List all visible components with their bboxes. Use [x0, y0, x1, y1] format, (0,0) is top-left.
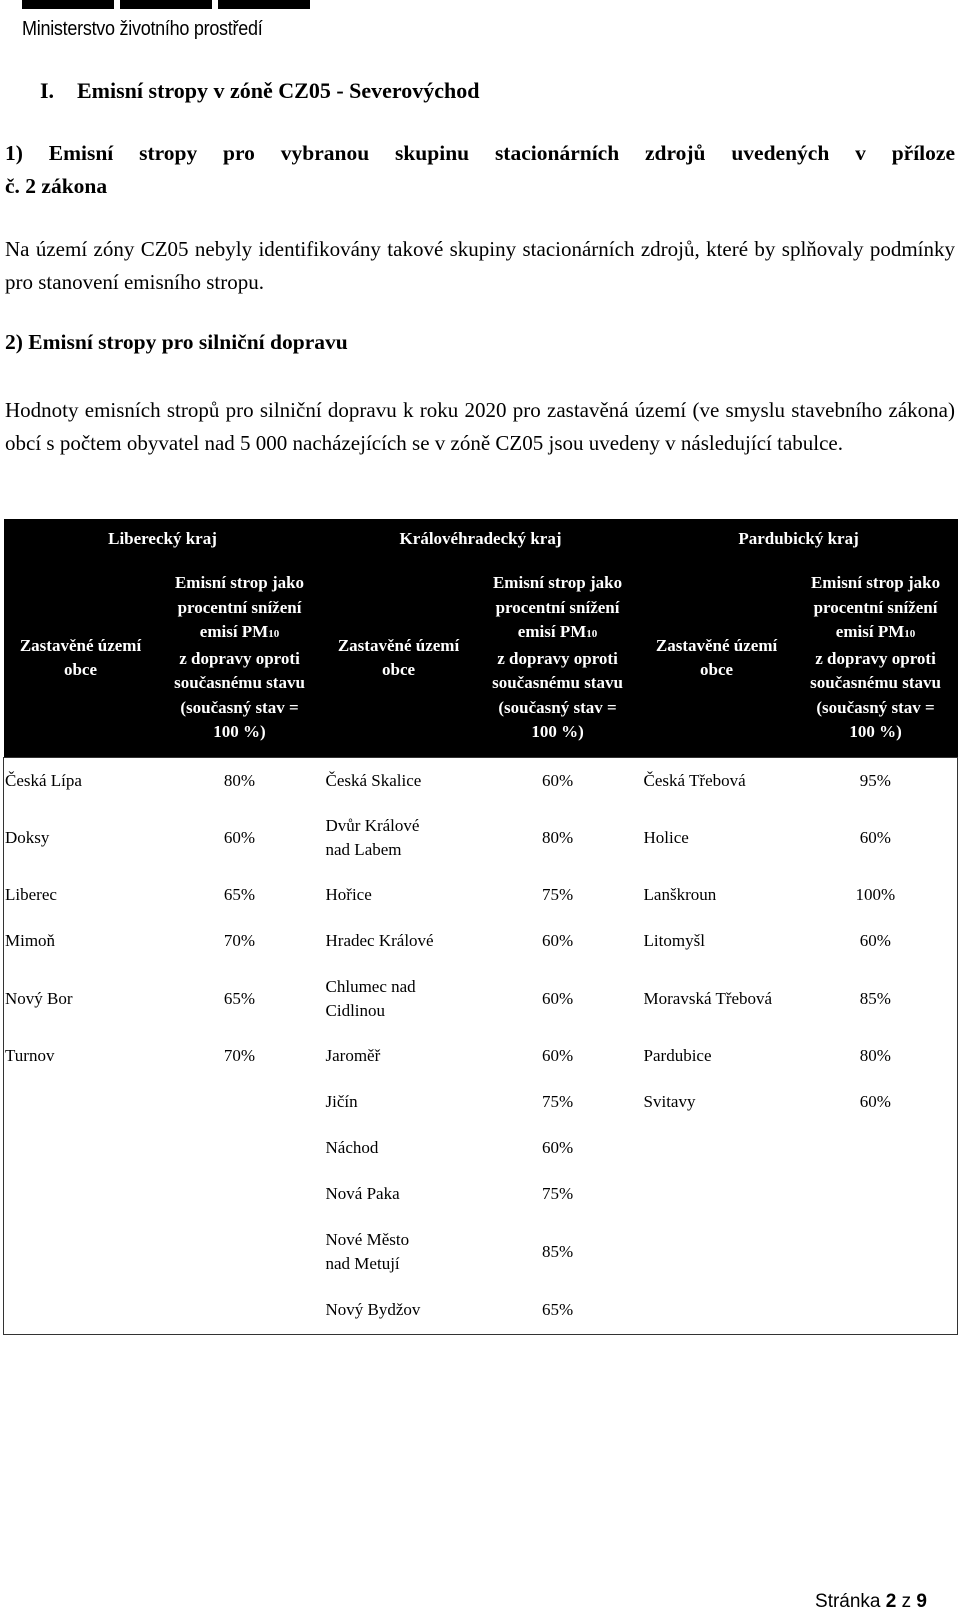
cell-line: Hradec Králové [325, 931, 434, 951]
limit-value-cell: 65% [541, 1300, 574, 1319]
cell-line: z dopravy oproti [815, 648, 936, 668]
logo-bar [22, 0, 114, 9]
cell-line: 100 %) [213, 722, 266, 742]
cell-line: Zastavěné území [337, 635, 460, 655]
column-header-area [322, 559, 476, 758]
ministry-logo-bars [22, 0, 310, 9]
table-row [4, 1172, 958, 1218]
cell-line: Cidlinou [325, 1001, 386, 1020]
column-header-limit [476, 559, 640, 758]
cell-line: Lanškroun [643, 885, 717, 905]
logo-bar [120, 0, 212, 9]
municipality-cell [640, 965, 794, 1034]
municipality-cell [322, 919, 476, 965]
cell-line: Jičín [325, 1092, 358, 1112]
cell-line: Emisní strop jako [810, 573, 941, 593]
municipality-cell [4, 965, 158, 1034]
cell-line: Mimoň [5, 931, 56, 951]
cell-line: Liberec [5, 885, 57, 905]
limit-value-cell: 80% [541, 827, 574, 847]
municipality-cell [322, 873, 476, 919]
table-row [4, 873, 958, 919]
limit-value-cell [794, 1172, 958, 1218]
limit-value-cell: 80% [223, 770, 256, 790]
column-header-area [640, 559, 794, 758]
table-row [4, 804, 958, 873]
cell-line: Česká Lípa [5, 770, 82, 790]
municipality-cell [4, 1080, 158, 1126]
limit-value-cell [794, 1287, 958, 1335]
page-label: Stránka [815, 1591, 881, 1612]
cell-line: současnému stavu [174, 673, 305, 693]
table-row [4, 1080, 958, 1126]
page-of: z [901, 1591, 912, 1612]
municipality-cell [640, 1126, 794, 1172]
cell-line: obce [700, 660, 734, 679]
municipality-cell [640, 919, 794, 965]
municipality-cell [322, 1080, 476, 1126]
municipality-cell [322, 1287, 476, 1335]
title-text: Emisní stropy v zóně CZ05 - Severovýchod [77, 78, 480, 103]
municipality-cell [640, 758, 794, 804]
limit-value-cell: 60% [541, 770, 574, 790]
table-row [4, 1034, 958, 1080]
cell-line: Nový Bor [5, 988, 73, 1008]
page-current: 2 [885, 1591, 897, 1612]
cell-line: současnému stavu [810, 673, 941, 693]
cell-line: nad Labem [325, 840, 402, 859]
cell-line: Jaroměř [325, 1046, 381, 1066]
limit-value-cell [794, 1218, 958, 1287]
municipality-cell [322, 758, 476, 804]
cell-line: procentní snížení [177, 597, 302, 617]
limit-value-cell: 95% [859, 770, 891, 790]
limit-value-cell: 75% [541, 1092, 574, 1112]
municipality-cell [4, 1218, 158, 1287]
section-1-heading [5, 137, 955, 203]
cell-line: Doksy [5, 827, 50, 847]
municipality-cell [4, 1034, 158, 1080]
cell-line: Nové Město [325, 1229, 410, 1249]
limit-value-cell: 70% [223, 931, 256, 951]
municipality-cell [640, 804, 794, 873]
limit-value-cell: 60% [859, 1092, 891, 1112]
cell-line: Česká Třebová [643, 770, 746, 790]
municipality-cell [4, 1172, 158, 1218]
cell-line: Moravská Třebová [643, 988, 773, 1008]
municipality-cell [640, 1172, 794, 1218]
limit-value-cell: 100% [855, 885, 896, 905]
limit-value-cell: 60% [541, 1138, 574, 1158]
cell-line: Emisní strop jako [174, 573, 305, 593]
municipality-cell [322, 1034, 476, 1080]
cell-line: současnému stavu [492, 673, 623, 693]
section-1-paragraph: Na území zóny CZ05 nebyly identifikovány takové skupiny stacionárních zdrojů, které by splňovaly podmínky pro stanovení emisního stropu. [5, 237, 955, 294]
cell-line: obce [63, 660, 98, 679]
region-header: Pardubický kraj [640, 519, 958, 559]
limit-value-cell: 85% [541, 1241, 574, 1261]
table-row [4, 758, 958, 804]
title-number: I. [40, 78, 55, 103]
municipality-cell [4, 919, 158, 965]
pm-subscript: 10 [904, 628, 916, 641]
limit-value-cell: 75% [541, 885, 574, 905]
cell-line: 100 %) [531, 722, 584, 742]
table-body [4, 758, 958, 1335]
cell-line: procentní snížení [813, 597, 938, 617]
cell-line: Pardubice [643, 1046, 712, 1066]
cell-line: Česká Skalice [325, 770, 422, 790]
limit-value-cell [158, 1287, 322, 1335]
cell-line: Hořice [325, 885, 372, 905]
cell-line: z dopravy oproti [497, 648, 618, 668]
municipality-cell [640, 1287, 794, 1335]
column-header-area [4, 559, 158, 758]
cell-line: (současný stav = [180, 697, 299, 717]
municipality-cell [4, 1287, 158, 1335]
municipality-cell [4, 758, 158, 804]
municipality-cell [322, 804, 476, 873]
limit-value-cell: 65% [223, 885, 256, 905]
cell-line: emisí PM10 [835, 622, 916, 642]
municipality-cell [322, 1218, 476, 1287]
table-row [4, 1126, 958, 1172]
cell-line: Nový Bydžov [325, 1300, 421, 1319]
limit-value-cell: 70% [223, 1046, 256, 1066]
municipality-cell [4, 804, 158, 873]
municipality-cell [4, 1126, 158, 1172]
column-header-row [4, 559, 958, 758]
cell-line: Turnov [5, 1046, 55, 1066]
cell-line: Náchod [325, 1138, 379, 1158]
emission-limits-table [3, 519, 958, 1335]
page-total: 9 [916, 1591, 927, 1612]
section-1-heading-line1: 1) Emisní stropy pro vybranou skupinu stacionárních zdrojů uvedených v příloze [5, 141, 955, 165]
limit-value-cell: 65% [223, 988, 256, 1008]
cell-line: procentní snížení [495, 597, 620, 617]
cell-line: emisí PM10 [517, 622, 598, 642]
limit-value-cell [158, 1172, 322, 1218]
cell-line: Zastavěné území [655, 635, 778, 655]
limit-value-cell [794, 1126, 958, 1172]
municipality-cell [640, 1034, 794, 1080]
limit-value-cell: 85% [859, 988, 891, 1008]
limit-value-cell: 80% [859, 1046, 891, 1066]
municipality-cell [640, 873, 794, 919]
cell-line: (současný stav = [498, 697, 617, 717]
region-header: Liberecký kraj [4, 519, 322, 559]
cell-line: (současný stav = [816, 697, 935, 717]
cell-line: Chlumec nad [325, 976, 416, 996]
municipality-cell [640, 1080, 794, 1126]
limit-value-cell [158, 1080, 322, 1126]
cell-line: Zastavěné území [19, 635, 142, 655]
column-header-limit [794, 559, 958, 758]
cell-line: Litomyšl [643, 931, 705, 951]
page-footer [815, 1591, 927, 1613]
pm-subscript: 10 [268, 628, 280, 641]
section-2-heading: 2) Emisní stropy pro silniční dopravu [5, 330, 348, 354]
region-header-row [4, 519, 958, 559]
municipality-cell [322, 1172, 476, 1218]
limit-value-cell: 60% [541, 1046, 574, 1066]
table-row [4, 1218, 958, 1287]
cell-line: 100 %) [849, 722, 902, 742]
ministry-name: Ministerstvo životního prostředí [22, 18, 263, 40]
limit-value-cell: 60% [541, 931, 574, 951]
limit-value-cell: 60% [541, 988, 574, 1008]
document-title [40, 78, 480, 104]
column-header-limit [158, 559, 322, 758]
cell-line: Holice [643, 827, 689, 847]
pm-subscript: 10 [586, 628, 598, 641]
cell-line: obce [381, 660, 416, 679]
table-row [4, 965, 958, 1034]
municipality-cell [322, 1126, 476, 1172]
limit-value-cell [158, 1126, 322, 1172]
cell-line: Svitavy [643, 1092, 696, 1112]
municipality-cell [640, 1218, 794, 1287]
cell-line: z dopravy oproti [179, 648, 300, 668]
section-1-heading-line2: č. 2 zákona [5, 174, 108, 198]
logo-bar [218, 0, 310, 9]
cell-line: Dvůr Králové [325, 815, 420, 835]
limit-value-cell: 60% [859, 931, 891, 951]
municipality-cell [4, 873, 158, 919]
region-header: Královéhradecký kraj [322, 519, 640, 559]
limit-value-cell: 60% [223, 827, 256, 847]
limit-value-cell [158, 1218, 322, 1287]
cell-line: nad Metují [325, 1254, 400, 1273]
limit-value-cell: 60% [859, 827, 891, 847]
municipality-cell [322, 965, 476, 1034]
table-row [4, 919, 958, 965]
cell-line: emisí PM10 [199, 622, 280, 642]
table-row [4, 1287, 958, 1335]
cell-line: Nová Paka [325, 1184, 400, 1204]
section-2-paragraph: Hodnoty emisních stropů pro silniční dopravu k roku 2020 pro zastavěná území (ve smyslu stavebního zákona) obcí s počtem obyvatel nad 5 000 nacházejících se v zóně CZ05 jsou uvedeny v následující tabulce. [5, 398, 955, 455]
limit-value-cell: 75% [541, 1184, 574, 1204]
cell-line: Emisní strop jako [492, 573, 623, 593]
